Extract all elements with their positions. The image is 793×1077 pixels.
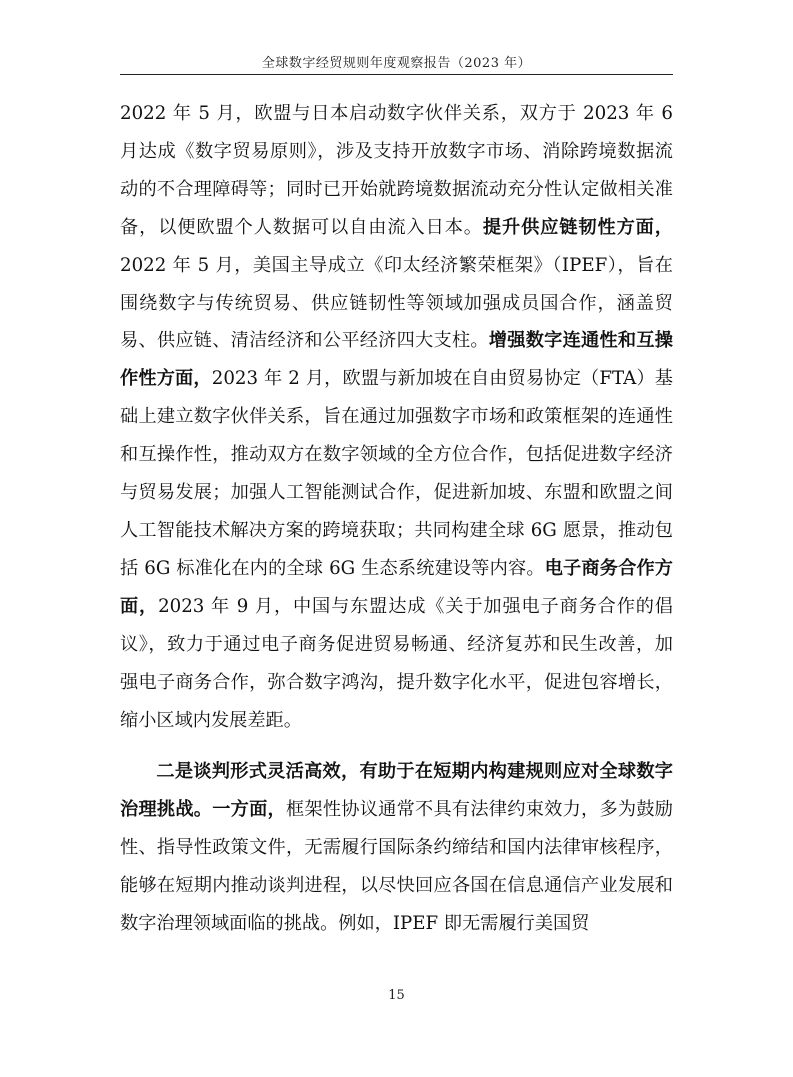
bold-heading-supply-chain: 提升供应链韧性方面， [482,216,673,238]
paragraph-1 [120,95,673,739]
text-segment: 2023 年 9 月，中国与东盟达成《关于加强电子商务合作的倡议》，致力于通过电子商务促进贸易畅通、经济复苏和民生改善，加强电子商务合作，弥合数字鸿沟，提升数字化水平，促进包容增长，缩小区域内发展差距。 [120,595,673,731]
header-divider [120,74,673,75]
paragraph-2 [120,753,673,943]
text-segment: 2023 年 2 月，欧盟与新加坡在自由贸易协定（FTA）基础上建立数字伙伴关系，旨在通过加强数字市场和政策框架的连通性和互操作性，推动双方在数字领域的全方位合作，包括促进数字经济与贸易发展；加强人工智能测试合作，促进新加坡、东盟和欧盟之间人工智能技术解决方案的跨境获取；共同构建全球 6G 愿景，推动包括 6G 标准化在内的全球 6G 生态系统建设等内容。 [120,368,673,579]
page-number: 15 [388,988,405,1003]
bold-heading-ecommerce: 电子商务合作方面， [120,557,673,617]
running-header: 全球数字经贸规则年度观察报告（2023 年） [261,56,532,71]
text-segment: 2022 年 5 月，美国主导成立《印太经济繁荣框架》（IPEF），旨在围绕数字与传统贸易、供应链韧性等领域加强成员国合作，涵盖贸易、供应链、清洁经济和公平经济四大支柱。 [120,254,673,352]
text-segment: 2022 年 5 月，欧盟与日本启动数字伙伴关系，双方于 2023 年 6 月达成《数字贸易原则》，涉及支持开放数字市场、消除跨境数据流动的不合理障碍等；同时已开始就跨境数据流动充分性认定做相关准备，以便欧盟个人数据可以自由流入日本。 [120,103,673,238]
text-segment: 框架性协议通常不具有法律约束效力，多为鼓励性、指导性政策文件，无需履行国际条约缔结和国内法律审核程序，能够在短期内推动谈判进程，以尽快回应各国在信息通信产业发展和数字治理领域面临的挑战。例如，IPEF 即无需履行美国贸 [120,799,673,935]
bold-heading-on-one-hand: 一方面， [212,799,286,821]
bold-heading-connectivity: 增强数字连通性和互操作性方面， [120,330,673,390]
body-text [120,95,673,943]
bold-lead-sentence: 二是谈判形式灵活高效，有助于在短期内构建规则应对全球数字治理挑战。 [120,761,673,821]
